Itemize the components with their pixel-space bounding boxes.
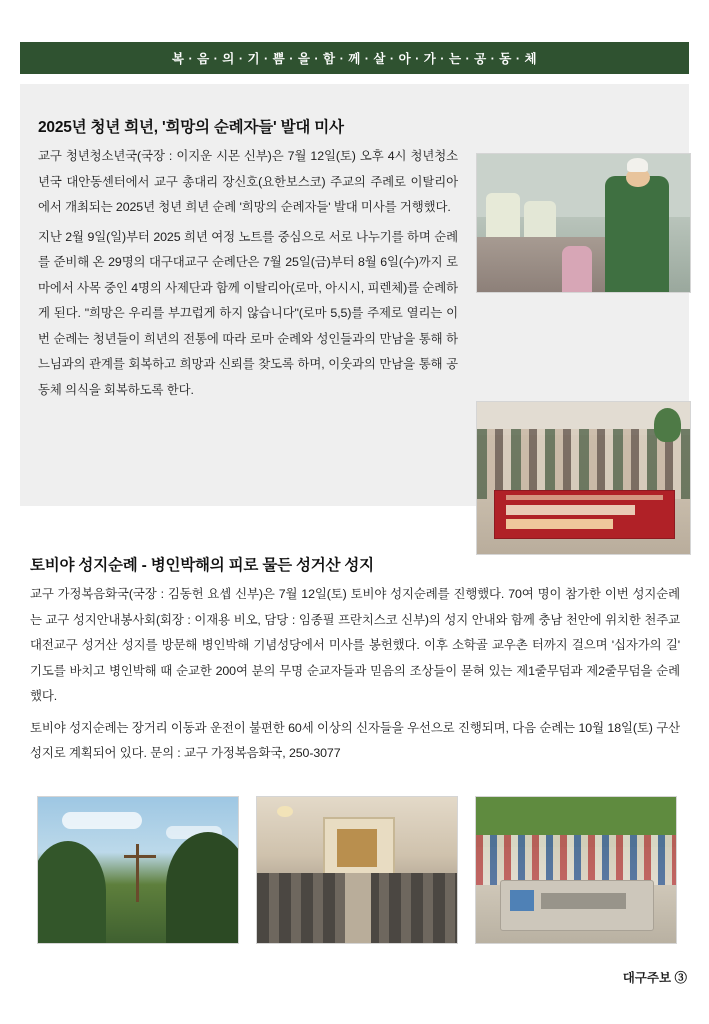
article-one-body <box>38 144 458 407</box>
article-one-title: 2025년 청년 희년, '희망의 순례자들' 발대 미사 <box>38 118 344 136</box>
article-one-paragraph-2: 지난 2월 9일(일)부터 2025 희년 여정 노트를 중심으로 서로 나누기를 하며 순례를 준비해 온 29명의 대구대교구 순례단은 7월 25일(금)부터 8월 6일(수)까지 로마에서 사목 중인 4명의 사제단과 함께 이탈리아(로마, 아시시, 피렌체)를 순례하게 된다. "희망은 우리를 부끄럽게 하지 않습니다"(로마 5,5)를 주제로 열리는 이번 순례는 청년들이 희년의 전통에 따라 로마 순례와 성인들과의 만남을 통해 하느님과의 관계를 회복하고 희망과 신뢰를 찾도록 하며, 이웃과의 만남을 통해 공동체 의식을 회복하도록 한다. <box>38 229 458 397</box>
article-two-title: 토비야 성지순례 - 병인박해의 피로 물든 성거산 성지 <box>30 556 374 574</box>
article-two-photo-cross <box>37 796 239 944</box>
photo-illustration-hill-cross <box>38 797 238 943</box>
article-two-photo-church <box>256 796 458 944</box>
page-footer: 대구주보 ③ <box>622 971 687 985</box>
photo-illustration-pilgrim-group <box>476 797 676 943</box>
article-one-photo-mass <box>476 153 691 293</box>
article-two-photo-pilgrims <box>475 796 677 944</box>
article-two-photo-strip <box>37 796 677 942</box>
photo-illustration-group <box>477 402 690 554</box>
article-one-photo-group <box>476 401 691 555</box>
article-two-paragraph-1: 교구 가정복음화국(국장 : 김동헌 요셉 신부)은 7월 12일(토) 토비야 성지순례를 진행했다. 70여 명이 참가한 이번 성지순례는 교구 성지안내봉사회(회장 : 이재용 비오, 담당 : 임종필 프란치스코 신부)의 성지 안내와 함께 충남 천안에 위치한 천주교 대전교구 성거산 성지를 방문해 병인박해 기념성당에서 미사를 봉헌했다. 이후 소학골 교우촌 터까지 걸으며 '십자가의 길' 기도를 바치고 병인박해 때 순교한 200여 분의 무명 순교자들과 믿음의 조상들이 묻혀 있는 제1줄무덤과 제2줄무덤을 순례했다. <box>30 587 680 703</box>
article-one-paragraph-1: 교구 청년청소년국(국장 : 이지운 시몬 신부)은 7월 12일(토) 오후 4시 청년청소년국 대안동센터에서 교구 총대리 장신호(요한보스코) 주교의 주례로 이탈리아에서 개최되는 2025년 청년 희년 순례 '희망의 순례자들' 발대 미사를 거행했다. <box>38 149 458 214</box>
photo-illustration-mass <box>477 154 690 292</box>
banner-text: 복 · 음 · 의 · 기 · 쁨 · 을 · 함 · 께 · 살 · 아 · 가 · 는 · 공 · 동 · 체 <box>171 52 538 66</box>
article-two-body <box>30 582 680 773</box>
photo-illustration-church-interior <box>257 797 457 943</box>
page-header-banner <box>20 42 689 74</box>
article-two-paragraph-2: 토비야 성지순례는 장거리 이동과 운전이 불편한 60세 이상의 신자들을 우선으로 진행되며, 다음 순례는 10월 18일(토) 구산성지로 계획되어 있다. 문의 : 교구 가정복음화국, 250-3077 <box>30 720 680 760</box>
article-one-panel <box>20 84 689 506</box>
